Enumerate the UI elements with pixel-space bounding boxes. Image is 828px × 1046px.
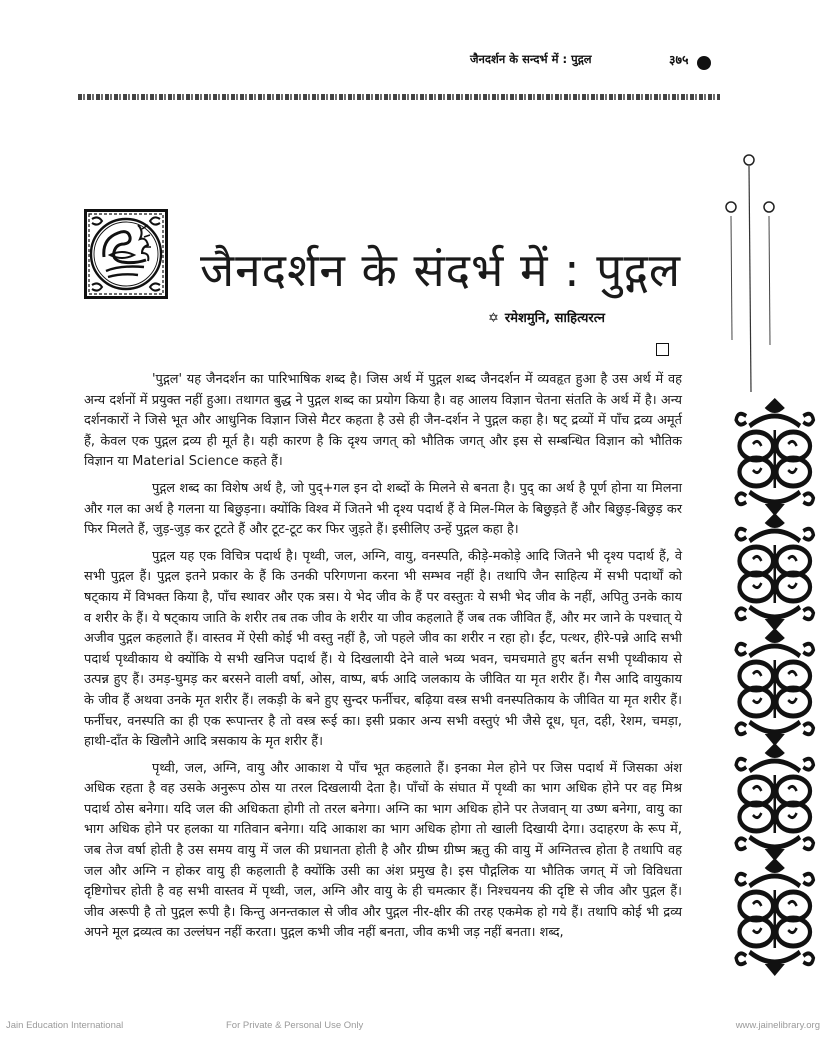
- header-ornamental-rule: [78, 94, 720, 100]
- paragraph: पृथ्वी, जल, अग्नि, वायु और आकाश ये पाँच भूत कहलाते हैं। इनका मेल होने पर जिस पदार्थ में जिसका अंश अधिक रहता है वह उसके अनुरूप ठोस या तरल दिखलायी देता है। पाँचों के संघात में पृथ्वी का भाग अधिक होने पर वह मिश्र पदार्थ ठोस बनेगा। यदि जल की अधिकता होगी तो तरल बनेगा। अग्नि का भाग अधिक होने पर तेजवान् या उष्ण बनेगा, वायु का भाग अधिक होने पर हलका या गतिवान बनेगा। यदि आकाश का भाग अधिक होगा तो खाली दिखायी देगा। उदाहरण के रूप में, जब तेज वर्षा होती है उस समय वायु में जल की प्रधानता होती है और ग्रीष्म ग्रीष्म ऋतु की वायु में अग्नितत्त्व होता है तथापि वह जल और अग्नि न होकर वायु ही कहलाती है क्योंकि उसी का अंश प्रमुख है। इस पौद्गलिक या भौतिक जगत् में जो विविधता दृष्टिगोचर होती है वह सभी वास्तव में पृथ्वी, जल, अग्नि और वायु के ही चमत्कार हैं। निश्चयनय की दृष्टि से जीव और पुद्गल हैं। जीव अरूपी है तो पुद्गल रूपी है। किन्तु अनन्तकाल से जीव और पुद्गल नीर-क्षीर की तरह एकमेक हो गये हैं। तथापि कोई भी द्रव्य अपने मूल द्रव्यत्व का उल्लंघन नहीं करता। पुद्गल कभी जीव नहीं बनता, जीव कभी जड़ नहीं बनता। शब्द,: [84, 760, 682, 941]
- footer-publisher: Jain Education International: [6, 1020, 124, 1031]
- author-line: [488, 308, 605, 326]
- square-marker-icon: [656, 343, 669, 356]
- page-number: ३७५: [669, 52, 689, 67]
- star-icon: ✡: [488, 311, 499, 326]
- author-name: रमेशमुनि, साहित्यरत्न: [504, 311, 605, 326]
- footer-usage-note: For Private & Personal Use Only: [226, 1020, 364, 1031]
- article-title: जैनदर्शन के संदर्भ में : पुद्गल: [200, 242, 682, 297]
- paragraph: पुद्गल यह एक विचित्र पदार्थ है। पृथ्वी, जल, अग्नि, वायु, वनस्पति, कीड़े-मकोड़े आदि जितने भी दृश्य पदार्थ हैं, वे सभी पुद्गल हैं। पुद्गल इतने प्रकार के हैं कि उनकी परिगणना करना भी सम्भव नहीं है। तथापि जैन साहित्य में सभी पदार्थों को षट्काय में विभक्त किया है, पाँच स्थावर और एक त्रस। ये भेद जीव के हैं पर वस्तुतः ये सभी भेद जीव के नहीं, अपितु उनके काय व शरीर के हैं। ये षट्काय जाति के शरीर तब तक जीव के शरीर या जीव कहलाते हैं जब तक जीवित हैं, और मर जाने के पश्चात् ये अजीव पुद्गल कहलाते हैं। वास्तव में ऐसी कोई भी वस्तु नहीं है, जो पहले जीव का शरीर न रहा हो। ईंट, पत्थर, हीरे-पन्ने आदि सभी पदार्थ पृथ्वीकाय थे क्योंकि ये सभी खनिज पदार्थ हैं। ये दिखलायी देने वाले भव्य भवन, चमचमाते हुए बर्तन सभी पृथ्वीकाय से उत्पन्न हुए हैं। उमड़-घुमड़ कर बरसने वाली वर्षा, ओस, वाष्प, बर्फ आदि जलकाय के जीवित या मृत शरीर हैं। गैस आदि वायुकाय के जीव हैं अथवा उनके मृत शरीर हैं। लकड़ी के बने हुए सुन्दर फर्नीचर, बढ़िया वस्त्र सभी वनस्पतिकाय के जीवित या मृत शरीर हैं। फर्नीचर, वनस्पति का ही एक रूपान्तर है तो वस्त्र रूई का। इसी प्रकार अन्य सभी वस्तुएं भी जैसे दूध, घृत, दही, रेशम, चमड़ा, हाथी-दाँत के खिलौने आदि त्रसकाय के मृत शरीर हैं।: [84, 548, 682, 750]
- article-body: [84, 370, 682, 944]
- paragraph: पुद्गल शब्द का विशेष अर्थ है, जो पुद्+गल इन दो शब्दों के मिलने से बनता है। पुद् का अर्थ है पूर्ण होना या मिलना और गल का अर्थ है गलना या बिछुड़ना। क्योंकि विश्व में जितने भी दृश्य पदार्थ हैं वे मिल-मिल के बिछुड़ते हैं और बिछुड़-बिछुड़ कर फिर मिलते हैं, जुड़-जुड़ कर टूटते हैं और टूट-टूट कर फिर जुड़ते हैं। इसीलिए उन्हें पुद्गल कहा है।: [84, 480, 682, 538]
- footer-website-link[interactable]: www.jainelibrary.org: [735, 1020, 820, 1031]
- running-title: जैनदर्शन के सन्दर्भ में : पुद्गल: [470, 52, 592, 66]
- side-ornament-border-icon: [700, 140, 828, 1000]
- paragraph: 'पुद्गल' यह जैनदर्शन का पारिभाषिक शब्द है। जिस अर्थ में पुद्गल शब्द जैनदर्शन में व्यवहृत हुआ है उस अर्थ में वह अन्य दर्शनों में प्रयुक्त नहीं हुआ। तथागत बुद्ध ने पुद्गल शब्द का प्रयोग किया है। वह आलय विज्ञान चेतना संतति के अर्थ में है। अन्य दर्शनकारों ने जिसे भूत और आधुनिक विज्ञान जिसे मैटर कहता है उसे ही जैन-दर्शन ने पुद्गल कहा है। षट् द्रव्यों में पाँच द्रव्य अमूर्त हैं, केवल एक पुद्गल द्रव्य ही मूर्त है। यही कारण है कि दृश्य जगत् को भौतिक जगत् और इस से सम्बन्धित विज्ञान को भौतिक विज्ञान या Material Science कहते हैं।: [84, 372, 682, 470]
- peacock-emblem-icon: [84, 209, 168, 299]
- page-dot-ornament: [697, 56, 711, 70]
